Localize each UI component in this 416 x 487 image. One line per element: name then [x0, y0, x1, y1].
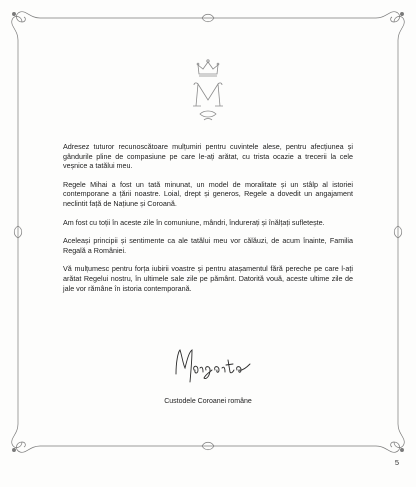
handwritten-signature	[170, 344, 256, 388]
letter-body	[63, 142, 353, 302]
letter-paragraph: Adresez tuturor recunoscătoare mulțumiri pentru cuvintele alese, pentru afecțiunea și gândurile pline de compasiune pe care le-ați arătat, cu trista ocazie a trecerii la cele veșnice a tatălui meu.	[63, 142, 353, 171]
letter-paragraph: Am fost cu toții în aceste zile în comuniune, mândri, îndurerați și înălțați sufletește.	[63, 217, 325, 227]
letter-paragraph: Aceleași principii și sentimente ca ale tatălui meu vor călăuzi, de acum înainte, Familia Regală a României.	[63, 236, 353, 255]
letter-paragraph: Regele Mihai a fost un tată minunat, un model de moralitate și un stâlp al istoriei contemporane a țării noastre. Loial, drept și generos, Regele a dovedit un angajament neclintit față de Națiune și Coroană.	[63, 179, 353, 208]
letter-paragraph: Vă mulțumesc pentru forța iubirii voastre și pentru atașamentul fără pereche pe care l-ați arătat Regelui nostru, în ultimele sale zile pe pământ. Datorită vouă, aceste ultime zile de jale vor rămâne în istoria contemporană.	[63, 264, 353, 293]
royal-monogram-icon	[190, 58, 226, 124]
page-number: 5	[394, 458, 399, 467]
signoff-title: Custodele Coroanei române	[164, 398, 252, 405]
